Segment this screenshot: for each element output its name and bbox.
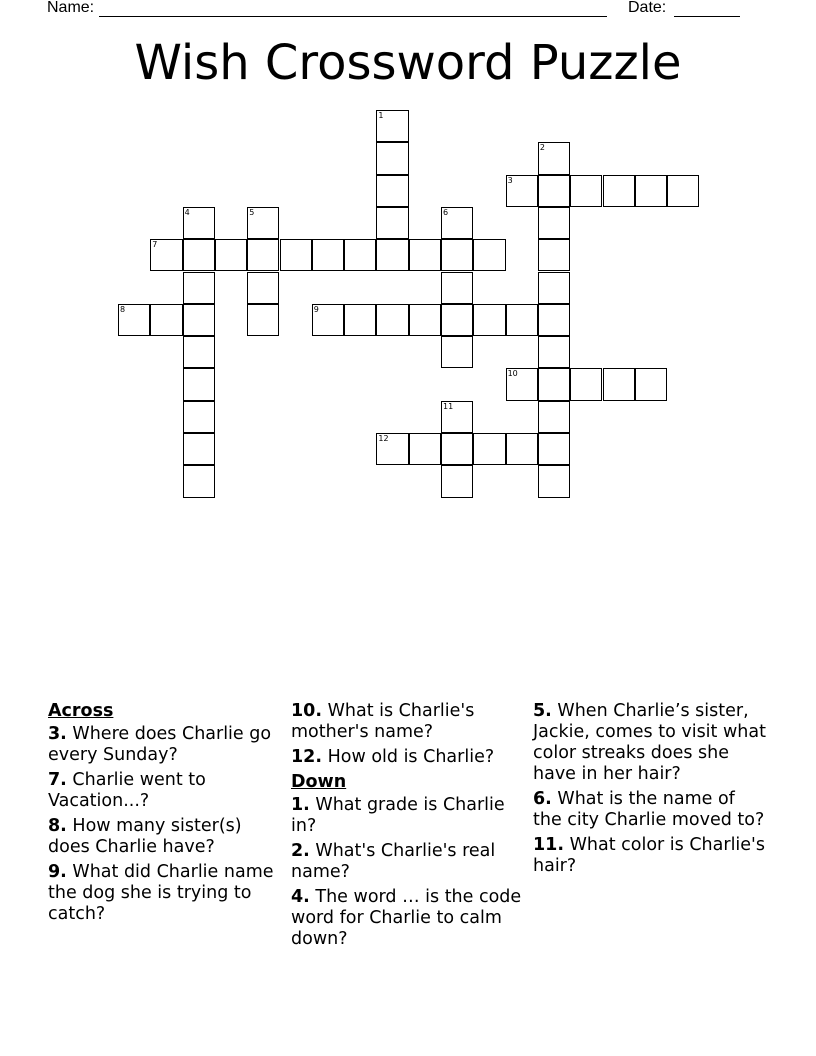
crossword-grid [0, 0, 816, 520]
grid-cell[interactable] [312, 304, 344, 336]
grid-cell[interactable] [441, 336, 473, 368]
clue-number-label: 5 [249, 207, 255, 217]
clue-number: 6. [533, 789, 552, 809]
grid-cell[interactable] [247, 272, 279, 304]
clue-across-7 [48, 770, 284, 812]
page-title: Wish Crossword Puzzle [134, 35, 682, 91]
grid-cell[interactable] [247, 304, 279, 336]
grid-cell[interactable] [538, 272, 570, 304]
grid-cell[interactable] [538, 401, 570, 433]
clue-across-9 [48, 862, 284, 925]
grid-cell[interactable] [538, 433, 570, 465]
grid-cell[interactable] [183, 368, 215, 400]
clues-column-2 [291, 701, 527, 954]
grid-cell[interactable] [183, 336, 215, 368]
grid-cell[interactable] [441, 401, 473, 433]
grid-cell[interactable] [376, 142, 408, 174]
grid-cell[interactable] [150, 304, 182, 336]
grid-cell[interactable] [538, 465, 570, 497]
clue-text: When Charlie’s sister, Jackie, comes to visit what color streaks does she have in her hair? [533, 701, 766, 784]
name-label: Name: [47, 0, 95, 16]
clue-number: 12. [291, 747, 323, 767]
clue-text: Charlie went to Vacation...? [48, 770, 206, 811]
grid-cell[interactable] [183, 465, 215, 497]
clue-text: How many sister(s) does Charlie have? [48, 816, 242, 857]
clue-down-4 [291, 887, 527, 950]
grid-cell[interactable] [506, 433, 538, 465]
clue-text: What color is Charlie's hair? [533, 835, 765, 876]
clue-text: What's Charlie's real name? [291, 841, 496, 882]
grid-cell[interactable] [344, 239, 376, 271]
grid-cell[interactable] [538, 336, 570, 368]
grid-cell[interactable] [538, 207, 570, 239]
clue-text: What is the name of the city Charlie moved to? [533, 789, 765, 830]
grid-cell[interactable] [215, 239, 247, 271]
grid-cell[interactable] [603, 368, 635, 400]
grid-cell[interactable] [441, 272, 473, 304]
grid-cell[interactable] [183, 207, 215, 239]
grid-cell[interactable] [473, 304, 505, 336]
grid-cell[interactable] [441, 239, 473, 271]
grid-cell[interactable] [183, 401, 215, 433]
grid-cell[interactable] [441, 433, 473, 465]
clues-column-3 [533, 701, 769, 881]
grid-cell[interactable] [409, 304, 441, 336]
clue-across-12 [291, 747, 527, 768]
grid-cell[interactable] [376, 110, 408, 142]
grid-cell[interactable] [409, 239, 441, 271]
grid-cell[interactable] [506, 175, 538, 207]
clue-number: 1. [291, 795, 310, 815]
grid-cell[interactable] [506, 304, 538, 336]
clue-number-label: 3 [507, 175, 513, 185]
grid-cell[interactable] [376, 175, 408, 207]
grid-cell[interactable] [538, 239, 570, 271]
clue-down-2 [291, 841, 527, 883]
grid-cell[interactable] [183, 304, 215, 336]
clue-number: 4. [291, 887, 310, 907]
grid-cell[interactable] [376, 304, 408, 336]
grid-cell[interactable] [441, 465, 473, 497]
clue-across-10 [291, 701, 527, 743]
grid-cell[interactable] [409, 433, 441, 465]
grid-cell[interactable] [376, 433, 408, 465]
grid-cell[interactable] [441, 207, 473, 239]
clue-text: What is Charlie's mother's name? [291, 701, 475, 742]
date-label: Date: [628, 0, 667, 16]
grid-cell[interactable] [603, 175, 635, 207]
grid-cell[interactable] [312, 239, 344, 271]
clue-across-3 [48, 724, 284, 766]
clue-number: 9. [48, 862, 67, 882]
clue-down-6 [533, 789, 769, 831]
clue-number: 8. [48, 816, 67, 836]
clue-number: 10. [291, 701, 323, 721]
grid-cell[interactable] [376, 239, 408, 271]
grid-cell[interactable] [247, 239, 279, 271]
grid-cell[interactable] [183, 433, 215, 465]
grid-cell[interactable] [538, 368, 570, 400]
grid-cell[interactable] [667, 175, 699, 207]
grid-cell[interactable] [538, 175, 570, 207]
clue-text: How old is Charlie? [327, 747, 495, 767]
clue-number: 11. [533, 835, 565, 855]
clue-number-label: 11 [443, 401, 454, 411]
grid-cell[interactable] [118, 304, 150, 336]
grid-cell[interactable] [344, 304, 376, 336]
grid-cell[interactable] [280, 239, 312, 271]
clue-text: The word … is the code word for Charlie to calm down? [291, 887, 522, 949]
clue-number: 5. [533, 701, 552, 721]
grid-cell[interactable] [538, 304, 570, 336]
grid-cell[interactable] [183, 239, 215, 271]
clue-down-5 [533, 701, 769, 785]
grid-cell[interactable] [473, 433, 505, 465]
grid-cell[interactable] [506, 368, 538, 400]
clue-number: 2. [291, 841, 310, 861]
clue-down-11 [533, 835, 769, 877]
clue-number: 3. [48, 724, 67, 744]
clues-column-1 [48, 701, 284, 929]
clue-number-label: 9 [313, 304, 319, 314]
grid-cell[interactable] [441, 304, 473, 336]
grid-cell[interactable] [538, 142, 570, 174]
across-heading: Across [48, 701, 114, 721]
clue-text: What grade is Charlie in? [291, 795, 505, 836]
clue-number-label: 4 [184, 207, 190, 217]
grid-cell[interactable] [635, 368, 667, 400]
clue-number-label: 12 [378, 434, 389, 443]
clue-number: 7. [48, 770, 67, 790]
down-heading: Down [291, 772, 347, 792]
clue-number-label: 7 [152, 240, 158, 250]
clue-text: Where does Charlie go every Sunday? [48, 724, 272, 765]
grid-cell[interactable] [183, 272, 215, 304]
clue-across-8 [48, 816, 284, 858]
grid-cell[interactable] [570, 368, 602, 400]
grid-cell[interactable] [473, 239, 505, 271]
clue-number-label: 8 [120, 304, 126, 314]
grid-cell[interactable] [247, 207, 279, 239]
clue-number-label: 1 [378, 111, 384, 120]
grid-cell[interactable] [635, 175, 667, 207]
clue-text: What did Charlie name the dog she is trying to catch? [48, 862, 274, 924]
clue-number-label: 2 [539, 143, 545, 153]
clue-down-1 [291, 795, 527, 837]
clue-number-label: 6 [443, 207, 449, 217]
grid-cell[interactable] [376, 207, 408, 239]
clue-number-label: 10 [507, 369, 518, 379]
grid-cell[interactable] [150, 239, 182, 271]
grid-cell[interactable] [570, 175, 602, 207]
